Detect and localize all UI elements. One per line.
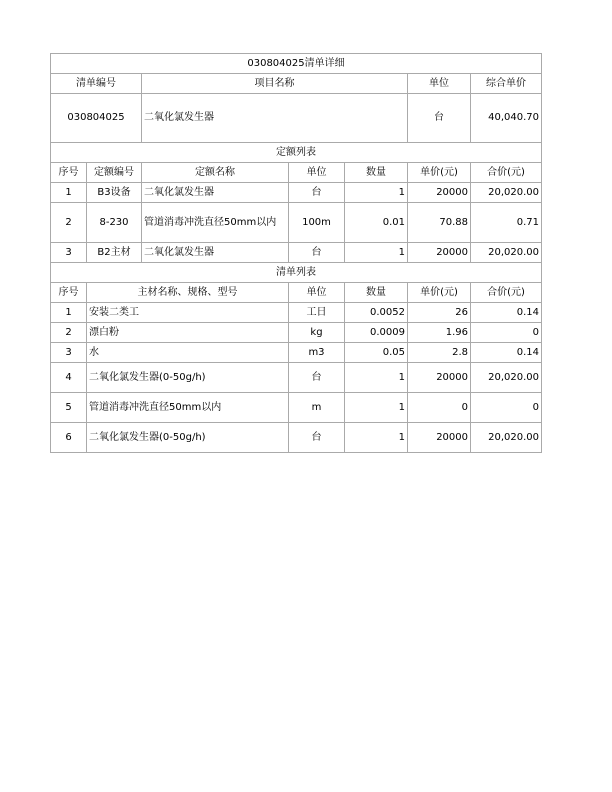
material-total: 0.14 [471,303,542,323]
material-unit: 台 [289,423,345,453]
bill-code: 030804025 [51,94,142,143]
header-unit: 单位 [408,74,471,94]
material-price: 20000 [408,423,471,453]
quota-qty: 1 [345,183,408,203]
material-header-row [51,283,542,303]
table-row [51,423,542,453]
material-name: 管道消毒冲洗直径50mm以内 [87,393,289,423]
material-total: 20,020.00 [471,363,542,393]
material-name: 二氧化氯发生器(0-50g/h) [87,423,289,453]
bill-value-row [51,94,542,143]
material-price: 2.8 [408,343,471,363]
quota-qty: 1 [345,243,408,263]
table-row [51,243,542,263]
bill-name: 二氧化氯发生器 [142,94,408,143]
quota-total: 20,020.00 [471,243,542,263]
material-section-title: 清单列表 [51,263,542,283]
material-unit: 工日 [289,303,345,323]
header-bill-code: 清单编号 [51,74,142,94]
material-qty: 1 [345,423,408,453]
material-qty: 0.0009 [345,323,408,343]
quota-unit: 100m [289,203,345,243]
material-name: 二氧化氯发生器(0-50g/h) [87,363,289,393]
table-row [51,183,542,203]
quota-no: 2 [51,203,87,243]
quota-name: 二氧化氯发生器 [142,183,289,203]
quota-name: 管道消毒冲洗直径50mm以内 [142,203,289,243]
material-header-price: 单价(元) [408,283,471,303]
quota-header-no: 序号 [51,163,87,183]
quota-code: B3设备 [87,183,142,203]
quota-name: 二氧化氯发生器 [142,243,289,263]
quota-unit: 台 [289,243,345,263]
bill-detail-table [50,53,542,453]
material-price: 0 [408,393,471,423]
table-row [51,203,542,243]
table-row [51,363,542,393]
quota-code: 8-230 [87,203,142,243]
material-qty: 0.05 [345,343,408,363]
material-name: 安装二类工 [87,303,289,323]
table-row [51,393,542,423]
material-no: 3 [51,343,87,363]
quota-total: 0.71 [471,203,542,243]
material-unit: 台 [289,363,345,393]
quota-total: 20,020.00 [471,183,542,203]
quota-header-row [51,163,542,183]
material-total: 0.14 [471,343,542,363]
quota-unit: 台 [289,183,345,203]
quota-code: B2主材 [87,243,142,263]
header-composite-price: 综合单价 [471,74,542,94]
material-total: 0 [471,323,542,343]
material-unit: kg [289,323,345,343]
material-no: 4 [51,363,87,393]
material-header-qty: 数量 [345,283,408,303]
material-header-name: 主材名称、规格、型号 [87,283,289,303]
quota-section-title: 定额列表 [51,143,542,163]
material-name: 水 [87,343,289,363]
quota-header-qty: 数量 [345,163,408,183]
bill-header-row [51,74,542,94]
header-item-name: 项目名称 [142,74,408,94]
table-row [51,323,542,343]
material-no: 2 [51,323,87,343]
material-no: 5 [51,393,87,423]
quota-qty: 0.01 [345,203,408,243]
material-header-unit: 单位 [289,283,345,303]
material-unit: m3 [289,343,345,363]
quota-header-unit: 单位 [289,163,345,183]
quota-header-name: 定额名称 [142,163,289,183]
material-qty: 1 [345,393,408,423]
material-price: 1.96 [408,323,471,343]
table-row [51,303,542,323]
quota-header-code: 定额编号 [87,163,142,183]
quota-price: 70.88 [408,203,471,243]
material-no: 1 [51,303,87,323]
material-header-no: 序号 [51,283,87,303]
material-price: 20000 [408,363,471,393]
material-name: 漂白粉 [87,323,289,343]
quota-no: 1 [51,183,87,203]
quota-no: 3 [51,243,87,263]
bill-unit: 台 [408,94,471,143]
quota-header-price: 单价(元) [408,163,471,183]
quota-price: 20000 [408,183,471,203]
material-no: 6 [51,423,87,453]
table-title: 030804025清单详细 [51,54,542,74]
table-row [51,343,542,363]
material-header-total: 合价(元) [471,283,542,303]
material-price: 26 [408,303,471,323]
material-total: 0 [471,393,542,423]
quota-header-total: 合价(元) [471,163,542,183]
material-unit: m [289,393,345,423]
material-qty: 1 [345,363,408,393]
bill-price: 40,040.70 [471,94,542,143]
material-qty: 0.0052 [345,303,408,323]
material-total: 20,020.00 [471,423,542,453]
quota-price: 20000 [408,243,471,263]
